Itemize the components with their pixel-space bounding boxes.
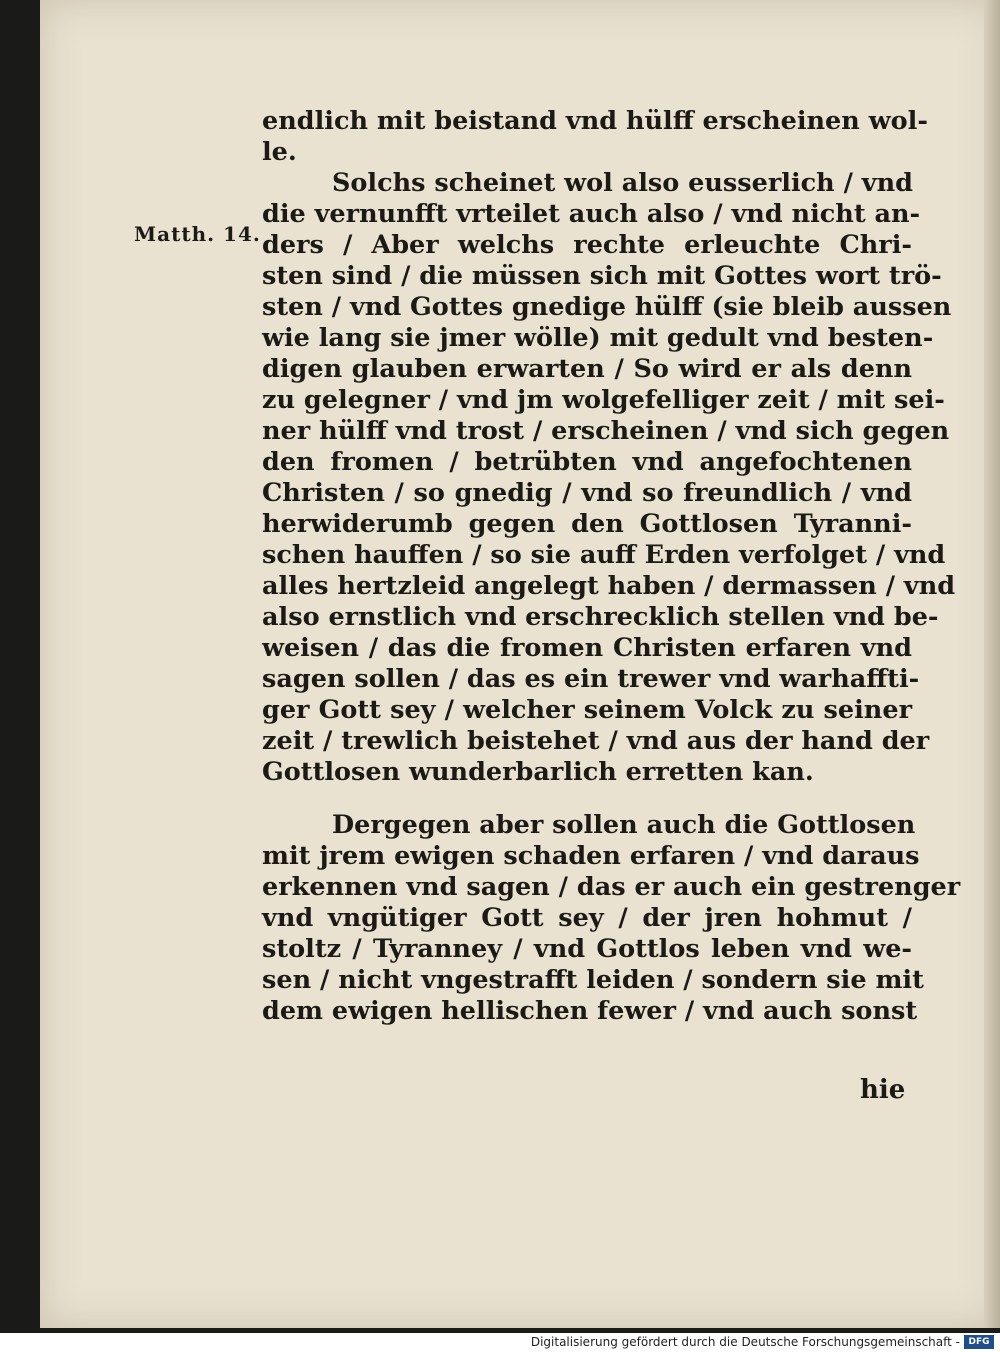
text-line: Dergegen aber sollen auch die Gottlosen bbox=[332, 810, 916, 840]
text-line: schen hauffen / so sie auff Erden verfolget / vnd bbox=[262, 540, 946, 570]
text-line: mit jrem ewigen schaden erfaren / vnd daraus bbox=[262, 841, 920, 871]
body-text bbox=[262, 106, 961, 1027]
text-line: Gottlosen wunderbarlich erretten kan. bbox=[262, 757, 814, 787]
text-line: ger Gott sey / welcher seinem Volck zu seiner bbox=[262, 695, 912, 725]
catchword: hie bbox=[860, 1075, 906, 1105]
text-line: sten / vnd Gottes gnedige hülff (sie bleib aussen bbox=[262, 292, 952, 322]
text-line: sten sind / die müssen sich mit Gottes wort trö- bbox=[262, 261, 942, 291]
text-line: sagen sollen / das es ein trewer vnd warhaffti- bbox=[262, 664, 920, 694]
text-line: le. bbox=[262, 137, 297, 167]
text-line: dem ewigen hellischen fewer / vnd auch sonst bbox=[262, 996, 918, 1026]
text-line: vnd vngütiger Gott sey / der jren hohmut / bbox=[262, 903, 912, 933]
text-line: zu gelegner / vnd jm wolgefelliger zeit / mit sei- bbox=[262, 385, 945, 415]
dfg-logo: DFG bbox=[964, 1335, 994, 1349]
text-line: wie lang sie jmer wölle) mit gedult vnd besten- bbox=[262, 323, 934, 353]
page-edge bbox=[984, 0, 1000, 1328]
text-line: digen glauben erwarten / So wird er als denn bbox=[262, 354, 912, 384]
text-line: Christen / so gnedig / vnd so freundlich / vnd bbox=[262, 478, 912, 508]
text-line: alles hertzleid angelegt haben / dermassen / vnd bbox=[262, 571, 956, 601]
text-line: herwiderumb gegen den Gottlosen Tyranni- bbox=[262, 509, 912, 539]
text-line: den fromen / betrübten vnd angefochtenen bbox=[262, 447, 912, 477]
text-line: Solchs scheinet wol also eusserlich / vnd bbox=[332, 168, 913, 198]
text-line: weisen / das die fromen Christen erfaren vnd bbox=[262, 633, 912, 663]
text-line: die vernunfft vrteilet auch also / vnd nicht an- bbox=[262, 199, 921, 229]
text-line: ner hülff vnd trost / erscheinen / vnd sich gegen bbox=[262, 416, 950, 446]
text-line: ders / Aber welchs rechte erleuchte Chri- bbox=[262, 230, 912, 260]
text-line: stoltz / Tyranney / vnd Gottlos leben vnd we- bbox=[262, 934, 912, 964]
text-line: sen / nicht vngestrafft leiden / sondern sie mit bbox=[262, 965, 924, 995]
funding-credit: Digitalisierung gefördert durch die Deutsche Forschungsgemeinschaft - bbox=[530, 1335, 960, 1349]
margin-note: Matth. 14. bbox=[134, 222, 261, 246]
text-line: erkennen vnd sagen / das er auch ein gestrenger bbox=[262, 872, 961, 902]
text-line: endlich mit beistand vnd hülff erscheinen wol- bbox=[262, 106, 928, 136]
text-line: also ernstlich vnd erschrecklich stellen vnd be- bbox=[262, 602, 939, 632]
footer-bar bbox=[0, 1333, 1000, 1352]
text-line: zeit / trewlich beistehet / vnd aus der hand der bbox=[262, 726, 930, 756]
